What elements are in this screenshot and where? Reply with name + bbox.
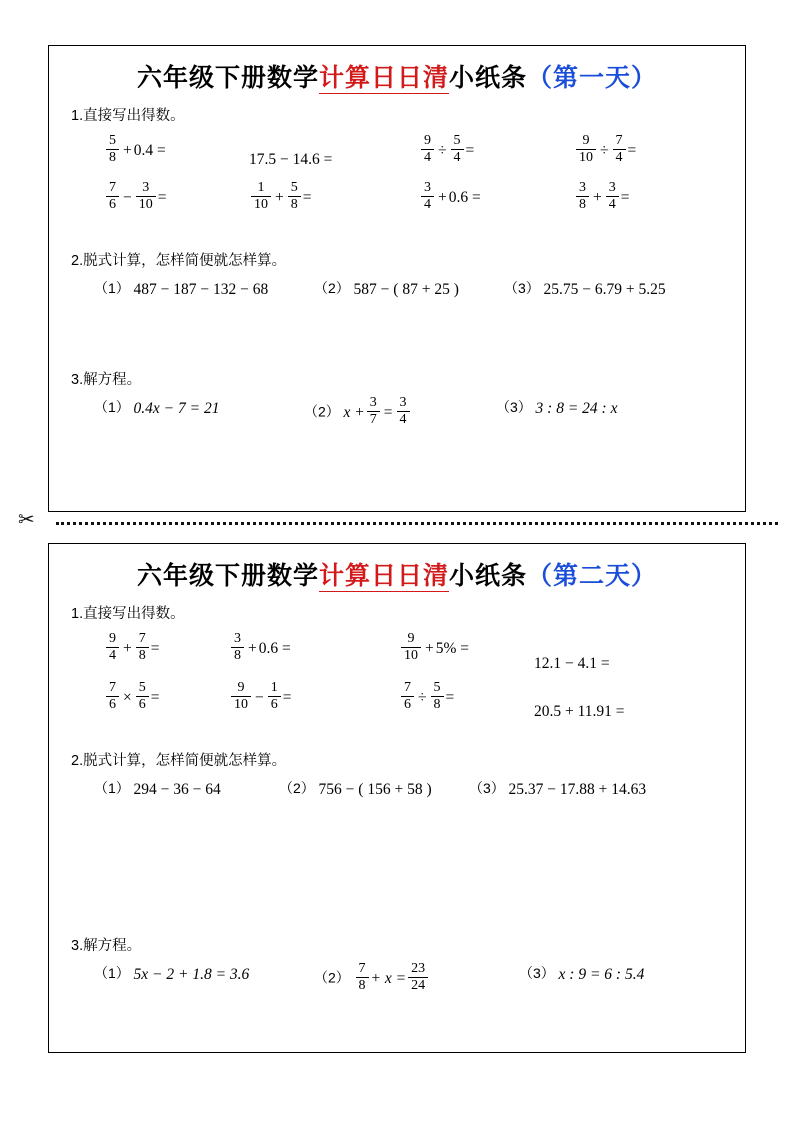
expr-text: 587 − ( 87 + 25 ): [353, 280, 459, 298]
expr-text: 25.37 − 17.88 + 14.63: [508, 780, 647, 798]
expr-tail: =: [282, 688, 292, 706]
dotted-divider: [56, 522, 778, 525]
frac-num: 23: [411, 961, 426, 976]
operator: −: [123, 188, 132, 206]
oral-item-2: [249, 151, 332, 169]
oral-item-7: [419, 182, 481, 214]
frac-den: 4: [451, 149, 464, 166]
operator: +: [123, 639, 132, 657]
frac-num: 5: [109, 133, 116, 148]
section-label-calc-2: 2.脱式计算，怎样简便就怎样算。: [71, 753, 287, 769]
frac-den: 4: [421, 196, 434, 213]
frac-den: 10: [251, 196, 271, 213]
operator: −: [255, 688, 264, 706]
frac-num: 3: [142, 180, 150, 195]
title-part-4: （第二天）: [527, 563, 658, 590]
question-number: （3）: [504, 280, 540, 296]
frac-den: 8: [431, 696, 444, 713]
oral-item-2: [229, 633, 291, 665]
question-number: （2）: [314, 969, 350, 986]
frac-num: 3: [399, 395, 407, 410]
sheet-title-1: [49, 58, 745, 94]
expr-tail: 0.6 =: [448, 188, 481, 206]
cut-line: [18, 509, 778, 534]
frac-num: 1: [257, 180, 265, 195]
title-part-3: 小纸条: [449, 563, 528, 590]
equation-item-1-2: [304, 397, 412, 429]
frac-den: 24: [408, 977, 428, 994]
frac-num: 9: [407, 631, 415, 646]
frac-den: 10: [401, 647, 421, 664]
expr-text: 3 : 8 = 24 : x: [535, 399, 618, 417]
oral-item-5: [104, 182, 167, 214]
frac-num: 5: [453, 133, 461, 148]
frac-den: 8: [106, 149, 119, 166]
oral-item-4: [534, 655, 610, 673]
frac-den: 4: [421, 149, 434, 166]
oral-item-3: [419, 135, 474, 167]
frac-num: 9: [237, 680, 245, 695]
expr-tail: 0.6 =: [258, 639, 291, 657]
expr-text: 756 − ( 156 + 58 ): [318, 780, 432, 798]
expr-text: 20.5 + 11.91 =: [534, 703, 625, 720]
expr-tail: =: [627, 141, 637, 159]
operator: ÷: [438, 141, 447, 159]
title-part-2: 计算日日清: [318, 65, 449, 92]
frac-den: 10: [231, 696, 251, 713]
title-part-2: 计算日日清: [318, 563, 449, 590]
expr-text: 12.1 − 4.1 =: [534, 655, 610, 672]
equation-item-1-3: [496, 397, 617, 418]
frac-num: 7: [109, 680, 116, 695]
expr-tail: 0.4 =: [133, 141, 166, 159]
frac-num: 9: [582, 133, 590, 148]
expr-tail: =: [620, 188, 630, 206]
frac-num: 5: [290, 180, 298, 195]
section-label-oral-2: 1.直接写出得数。: [71, 606, 185, 622]
calc-item-1-1: [94, 278, 268, 299]
equation-item-2-3: [519, 963, 644, 984]
operator: +: [438, 188, 447, 206]
expr-tail: 5% =: [435, 639, 470, 657]
operator: =: [383, 403, 393, 421]
frac-den: 4: [606, 196, 619, 213]
operator: +: [425, 639, 434, 657]
expr-text: x : 9 = 6 : 5.4: [558, 965, 645, 983]
question-number: （1）: [94, 399, 130, 415]
scissors-icon: ✂: [18, 509, 35, 531]
frac-num: 7: [358, 961, 366, 976]
calc-item-2-1: [94, 778, 221, 799]
frac-den: 7: [367, 411, 380, 428]
frac-den: 10: [576, 149, 596, 166]
frac-num: 9: [109, 631, 116, 646]
calc-item-2-2: [279, 778, 432, 799]
section-label-oral-1: 1.直接写出得数。: [71, 108, 185, 124]
frac-num: 7: [138, 631, 146, 646]
title-part-3: 小纸条: [449, 65, 528, 92]
question-number: （1）: [94, 780, 130, 796]
calc-item-2-3: [469, 778, 646, 799]
frac-num: 7: [109, 180, 116, 195]
question-number: （3）: [496, 399, 532, 415]
question-number: （2）: [314, 280, 350, 296]
expr-text: 5x − 2 + 1.8 = 3.6: [133, 965, 250, 983]
frac-den: 8: [576, 196, 589, 213]
oral-item-6: [229, 682, 292, 714]
section-label-equation-2: 3.解方程。: [71, 938, 142, 954]
frac-den: 8: [136, 647, 149, 664]
worksheet-day-1: [48, 45, 746, 512]
calc-item-1-3: [504, 278, 666, 299]
frac-den: 6: [401, 696, 414, 713]
operator: +: [275, 188, 284, 206]
frac-num: 3: [579, 180, 586, 195]
expr-tail: =: [150, 688, 160, 706]
expr-tail: =: [150, 639, 160, 657]
title-part-4: （第一天）: [527, 65, 658, 92]
oral-item-7: [399, 682, 454, 714]
title-part-1: 六年级下册数学: [136, 563, 319, 590]
operator: ÷: [600, 141, 609, 159]
expr-tail: =: [465, 141, 475, 159]
expr-text: 487 − 187 − 132 − 68: [133, 280, 269, 298]
operator: +: [123, 141, 132, 159]
oral-item-3: [399, 633, 469, 665]
expr-text: 294 − 36 − 64: [133, 780, 221, 798]
equation-item-1-1: [94, 397, 219, 418]
frac-den: 4: [613, 149, 626, 166]
expr-text: 17.5 − 14.6 =: [249, 151, 333, 168]
section-label-equation-1: 3.解方程。: [71, 372, 142, 388]
frac-den: 4: [106, 647, 119, 664]
frac-den: 6: [106, 196, 119, 213]
question-number: （3）: [469, 780, 505, 796]
frac-den: 8: [231, 647, 244, 664]
frac-num: 3: [608, 180, 616, 195]
frac-num: 5: [138, 680, 146, 695]
expr-tail: =: [157, 188, 167, 206]
equation-item-2-2: [314, 963, 430, 995]
worksheet-day-2: [48, 543, 746, 1053]
operator: +: [593, 188, 602, 206]
frac-num: 7: [615, 133, 623, 148]
oral-item-1: [104, 633, 160, 665]
sheet-title-2: [49, 556, 745, 592]
question-number: （3）: [519, 965, 555, 981]
operator: +: [248, 639, 257, 657]
expr-text: 0.4x − 7 = 21: [133, 399, 220, 417]
oral-item-4: [574, 135, 636, 167]
frac-den: 8: [356, 977, 369, 994]
question-number: （2）: [304, 403, 340, 420]
oral-item-8: [534, 703, 625, 721]
oral-item-1: [104, 135, 166, 167]
expr-text: 25.75 − 6.79 + 5.25: [543, 280, 666, 298]
frac-num: 7: [404, 680, 411, 695]
frac-num: 3: [234, 631, 241, 646]
frac-den: 8: [288, 196, 301, 213]
operator: ×: [123, 688, 132, 706]
calc-item-1-2: [314, 278, 459, 299]
expr-lead: x +: [343, 403, 365, 421]
frac-num: 3: [424, 180, 431, 195]
expr-tail: =: [445, 688, 455, 706]
frac-den: 6: [106, 696, 119, 713]
frac-num: 9: [424, 133, 431, 148]
title-part-1: 六年级下册数学: [136, 65, 319, 92]
frac-num: 3: [369, 395, 377, 410]
frac-den: 4: [397, 411, 410, 428]
oral-item-6: [249, 182, 312, 214]
frac-num: 5: [433, 680, 441, 695]
oral-item-8: [574, 182, 630, 214]
frac-num: 1: [270, 680, 278, 695]
question-number: （1）: [94, 965, 130, 981]
question-number: （1）: [94, 280, 130, 296]
oral-item-5: [104, 682, 160, 714]
question-number: （2）: [279, 780, 315, 796]
frac-den: 6: [136, 696, 149, 713]
expr-tail: =: [302, 188, 312, 206]
operator: ÷: [418, 688, 427, 706]
frac-den: 10: [136, 196, 156, 213]
section-label-calc-1: 2.脱式计算，怎样简便就怎样算。: [71, 253, 287, 269]
frac-den: 6: [268, 696, 281, 713]
equation-item-2-1: [94, 963, 249, 984]
expr-lead: + x =: [370, 969, 407, 987]
